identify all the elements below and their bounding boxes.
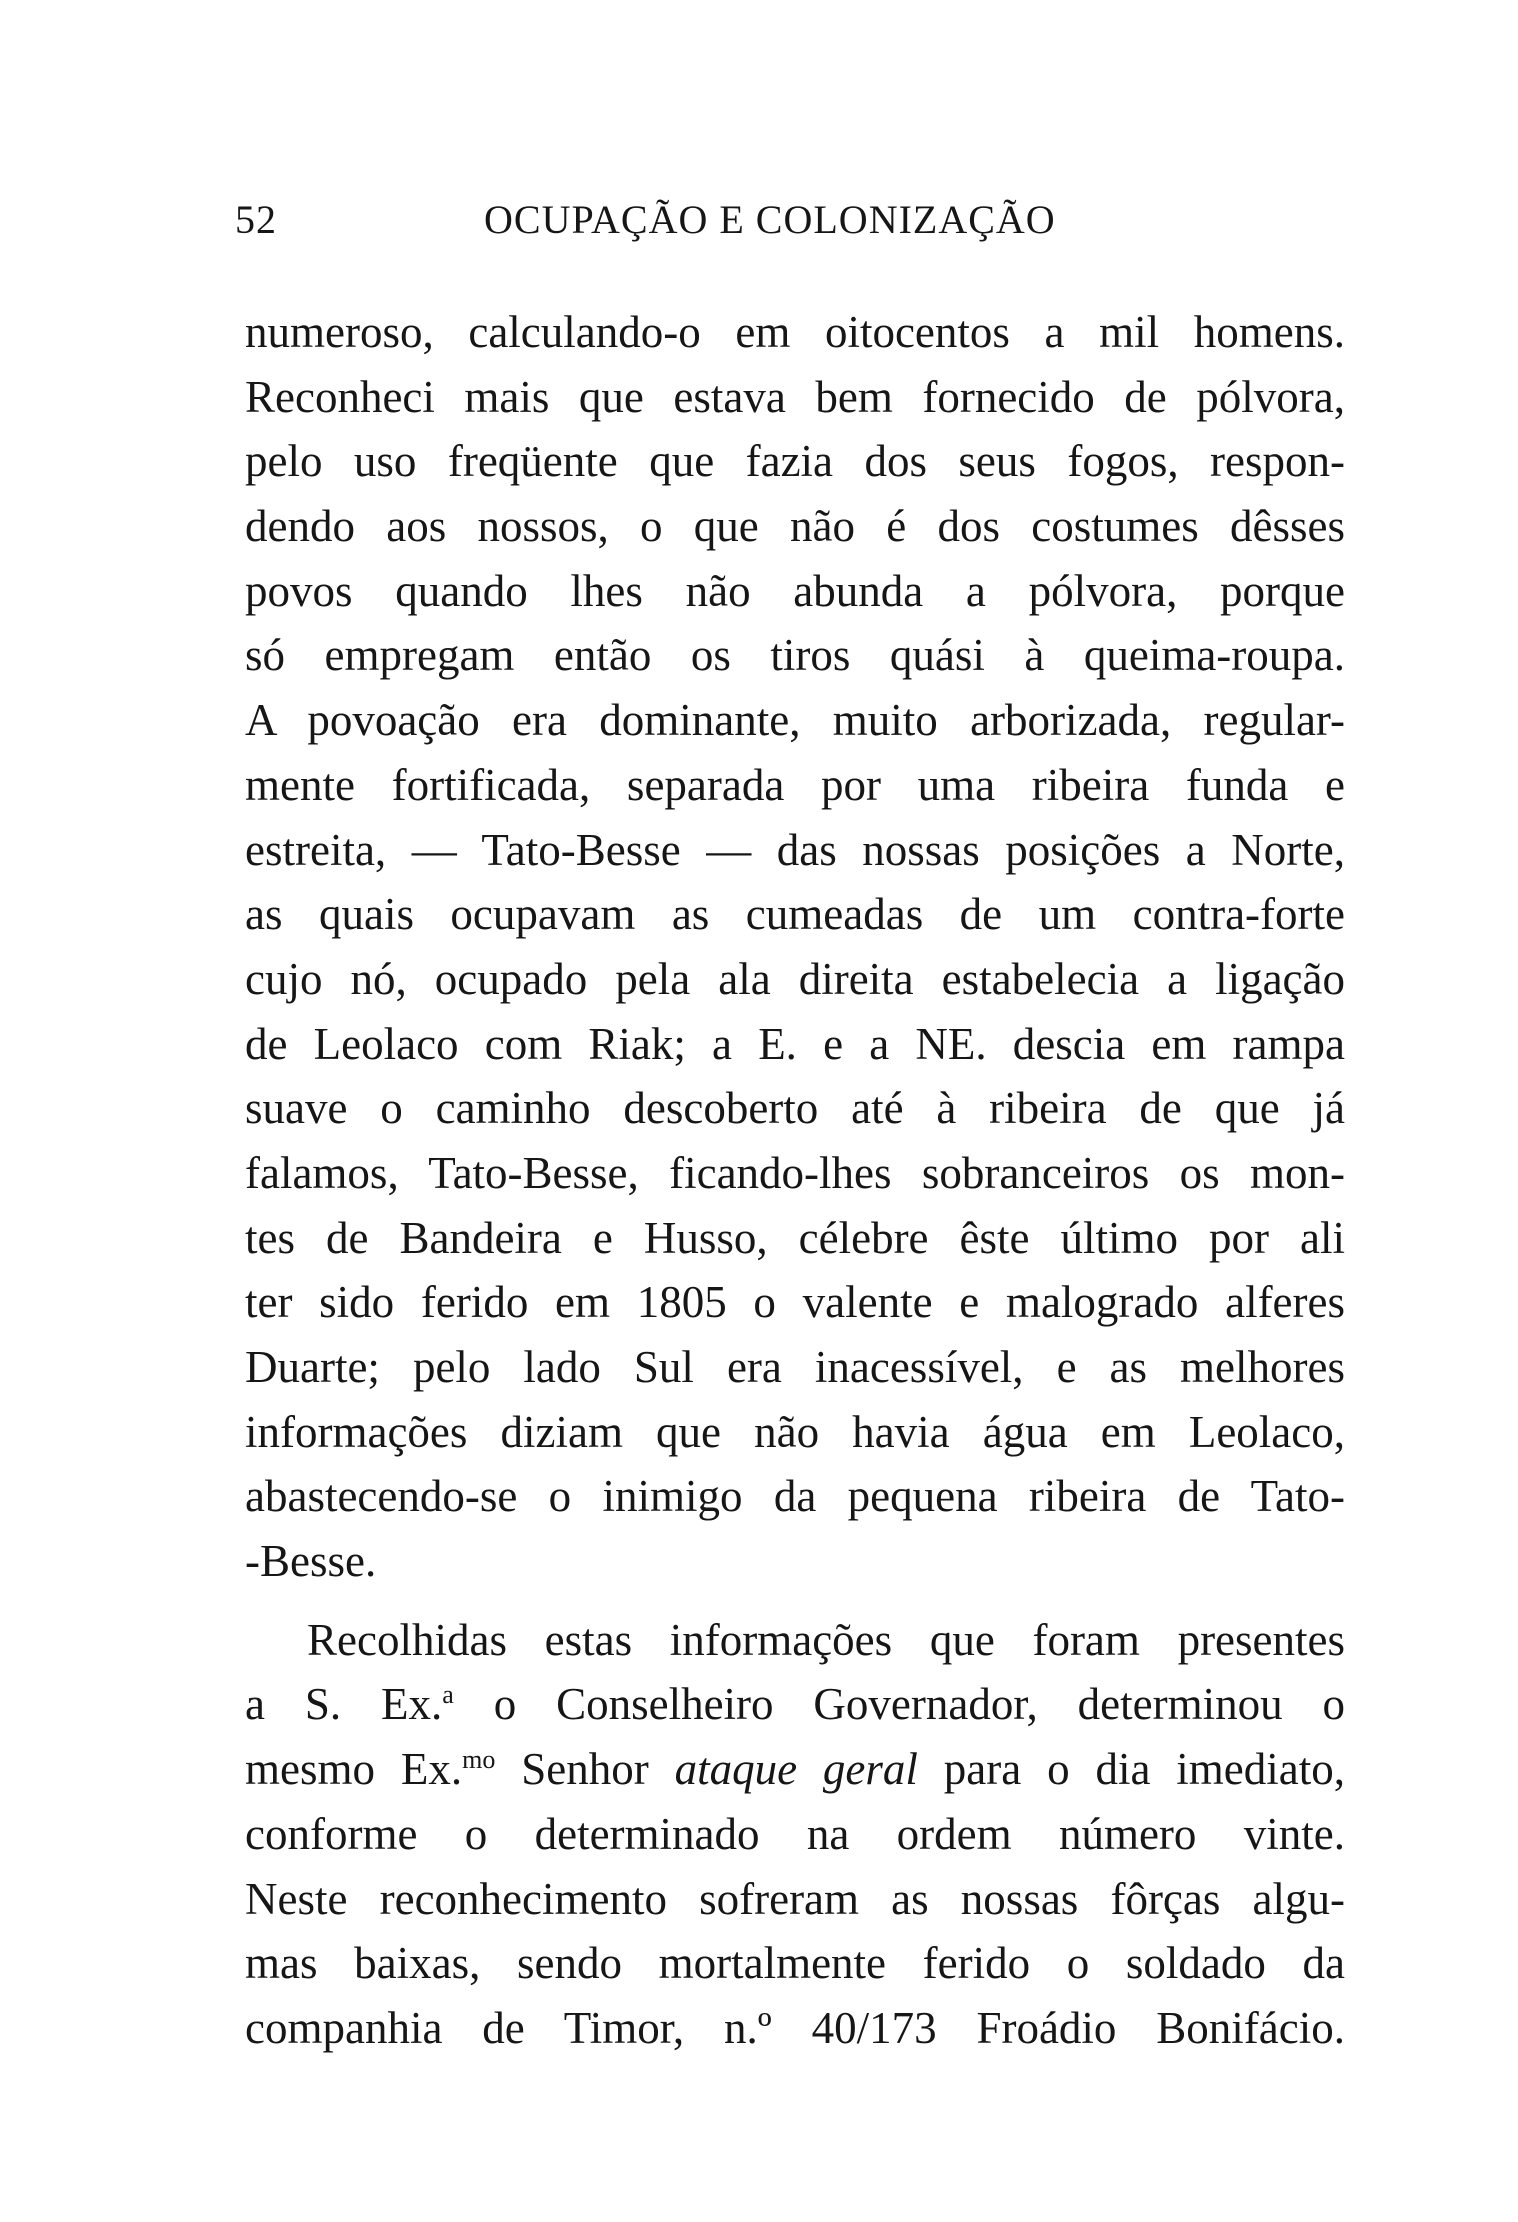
text-line: abastecendo-se o inimigo da pequena ribeira de Tato-	[245, 1471, 1345, 1522]
text-line: -Besse.	[245, 1536, 377, 1587]
text-line: tes de Bandeira e Husso, célebre êste último por ali	[245, 1212, 1345, 1263]
text-line: estreita, — Tato-Besse — das nossas posições a Norte,	[245, 824, 1345, 875]
running-title: OCUPAÇÃO E COLONIZAÇÃO	[484, 197, 1056, 242]
text-segment: para o dia imediato,	[917, 1744, 1346, 1795]
text-line: falamos, Tato-Besse, ficando-lhes sobranceiros os mon-	[245, 1147, 1345, 1198]
superscript: mo	[462, 1745, 496, 1775]
text-line: Neste reconhecimento sofreram as nossas fôrças algu-	[245, 1873, 1345, 1924]
superscript: a	[442, 1680, 454, 1710]
text-line: conforme o determinado na ordem número vinte.	[245, 1808, 1345, 1859]
text-line: mas baixas, sendo mortalmente ferido o soldado da	[245, 1938, 1345, 1989]
text-line: de Leolaco com Riak; a E. e a NE. descia em rampa	[245, 1018, 1345, 1069]
text-line: dendo aos nossos, o que não é dos costumes dêsses	[245, 501, 1345, 552]
italic-phrase: ataque geral	[674, 1744, 918, 1795]
text-line: Reconheci mais que estava bem fornecido de pólvora,	[245, 371, 1345, 422]
text-line	[245, 1737, 1345, 1802]
text-segment: a S. Ex.	[245, 1679, 443, 1730]
text-line	[245, 1672, 1345, 1737]
text-segment: Senhor	[495, 1744, 675, 1795]
text-segment: o Conselheiro Governador, determinou o	[453, 1679, 1345, 1730]
text-line: Recolhidas estas informações que foram presentes	[307, 1614, 1345, 1665]
text-line: suave o caminho descoberto até à ribeira de que já	[245, 1083, 1345, 1134]
text-line: ter sido ferido em 1805 o valente e malogrado alferes	[245, 1277, 1345, 1328]
text-line: povos quando lhes não abunda a pólvora, porque	[245, 565, 1345, 616]
page-number: 52	[235, 197, 277, 242]
text-line: A povoação era dominante, muito arborizada, regular-	[245, 695, 1345, 746]
paragraph	[245, 300, 1345, 1594]
text-line: informações diziam que não havia água em Leolaco,	[245, 1406, 1345, 1457]
text-line: Duarte; pelo lado Sul era inacessível, e as melhores	[245, 1342, 1345, 1392]
text-segment: mesmo Ex.	[245, 1744, 463, 1795]
text-line: só empregam então os tiros quási à queima-roupa.	[245, 630, 1345, 681]
paragraph	[245, 1608, 1345, 2061]
text-line: mente fortificada, separada por uma ribeira funda e	[245, 759, 1345, 810]
text-line: companhia de Timor, n.º 40/173 Froádio Bonifácio.	[245, 2002, 1345, 2053]
text-line: cujo nó, ocupado pela ala direita estabelecia a ligação	[245, 953, 1345, 1004]
body-text	[245, 300, 1345, 2061]
text-line: as quais ocupavam as cumeadas de um contra-forte	[245, 889, 1345, 940]
text-line: pelo uso freqüente que fazia dos seus fogos, respon-	[245, 436, 1345, 487]
text-line: numeroso, calculando-o em oitocentos a mil homens.	[245, 307, 1345, 357]
